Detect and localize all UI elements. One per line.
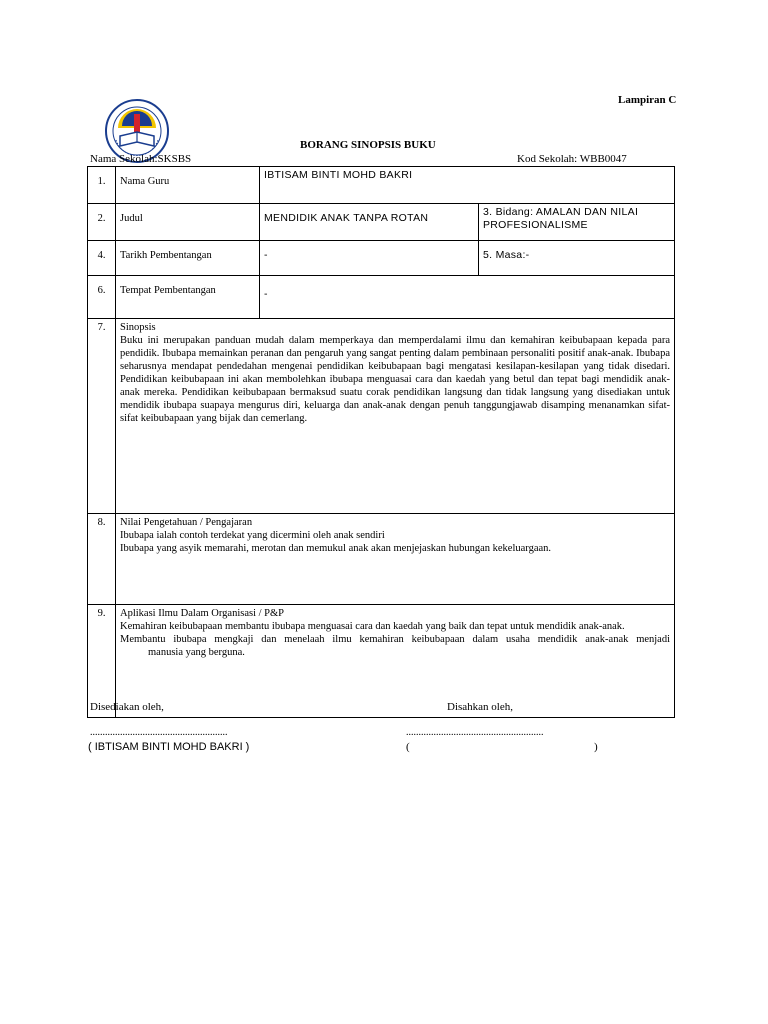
school-name: Nama Sekolah:SKSBS [90, 153, 192, 165]
approved-by-paren-close: ) [594, 741, 598, 753]
nilai-line: Ibubapa ialah contoh terdekat yang dicermini oleh anak sendiri [120, 530, 385, 541]
row-number: 4. [88, 241, 116, 276]
school-code: Kod Sekolah: WBB0047 [517, 153, 627, 165]
row-label: Nama Guru [116, 167, 260, 204]
prepared-by-name: ( IBTISAM BINTI MOHD BAKRI ) [88, 741, 250, 753]
row-number: 1. [88, 167, 116, 204]
row-number: 9. [88, 605, 116, 718]
approved-by-paren-open: ( [406, 741, 410, 753]
row-number: 8. [88, 514, 116, 605]
aplikasi-line: manusia yang berguna. [148, 647, 245, 658]
row-number: 6. [88, 276, 116, 319]
prepared-by-label: Disediakan oleh, [90, 701, 164, 713]
row-nilai [88, 514, 675, 605]
nilai-label: Nilai Pengetahuan / Pengajaran [120, 517, 253, 528]
approved-signature-line: ....................................................... [406, 727, 544, 738]
sinopsis-label: Sinopsis [120, 322, 156, 333]
sinopsis-text: Buku ini merupakan panduan mudah dalam memperkaya dan memperdalami ilmu dan kemahiran keibubapaan kepada para pendidik. Ibubapa memainkan peranan dan pengaruh yang sangat penting dalam pembinaan personaliti positif anak-anak. Ibubapa seharusnya mendapat pendedahan mengenai pendidikan keibubapaan bagi mengatasi kesilapan-kesilapan yang tidak disedari. Pendidikan keibubapaan ini akan membolehkan ibubapa menguasai cara dan kaedah yang betul dan tepat bagi mendidik anak-anak mereka. Pendidikan keibubapaan bermaksud suatu corak pendidikan langsung dan tidak langsung yang disediakan untuk mendidik ibubapa suapaya mengurus diri, keluarga dan anak-anak dengan penuh tanggungjawab disamping menanamkan sifat-sifat keibubapaan yang bijak dan cemerlang. [120, 335, 671, 424]
form-title: BORANG SINOPSIS BUKU [300, 139, 436, 151]
row-tempat [88, 276, 675, 319]
row-label: Judul [116, 204, 260, 241]
row-number: 7. [88, 319, 116, 514]
aplikasi-line: Kemahiran keibubapaan membantu ibubapa menguasai cara dan kaedah yang baik dan tepat untuk mendidik anak-anak. [120, 621, 625, 632]
aplikasi-cell [116, 605, 675, 718]
row-label: Tarikh Pembentangan [116, 241, 260, 276]
lampiran-label: Lampiran C [618, 94, 677, 106]
row-tarikh [88, 241, 675, 276]
row-judul [88, 204, 675, 241]
row-aplikasi [88, 605, 675, 718]
venue-value: - [260, 276, 675, 319]
sinopsis-cell [116, 319, 675, 514]
aplikasi-line: Membantu ibubapa mengkaji dan menelaah ilmu kemahiran keibubapaan dalam usaha mendidik anak-anak menjadi [120, 634, 671, 645]
nilai-line: Ibubapa yang asyik memarahi, merotan dan memukul anak akan menjejaskan hubungan kekeluargaan. [120, 543, 552, 554]
row-nama-guru [88, 167, 675, 204]
row-label: Tempat Pembentangan [116, 276, 260, 319]
teacher-name-value: IBTISAM BINTI MOHD BAKRI [260, 167, 675, 204]
prepared-signature-line: ....................................................... [90, 727, 228, 738]
masa-value: 5. Masa:- [479, 241, 675, 276]
synopsis-form-table [87, 166, 675, 718]
row-sinopsis [88, 319, 675, 514]
aplikasi-label: Aplikasi Ilmu Dalam Organisasi / P&P [120, 608, 285, 619]
bidang-value: 3. Bidang: AMALAN DAN NILAI PROFESIONALISME [479, 204, 675, 241]
date-value: - [260, 241, 479, 276]
row-number: 2. [88, 204, 116, 241]
approved-by-label: Disahkan oleh, [447, 701, 513, 713]
book-title-value: MENDIDIK ANAK TANPA ROTAN [260, 204, 479, 241]
nilai-cell [116, 514, 675, 605]
